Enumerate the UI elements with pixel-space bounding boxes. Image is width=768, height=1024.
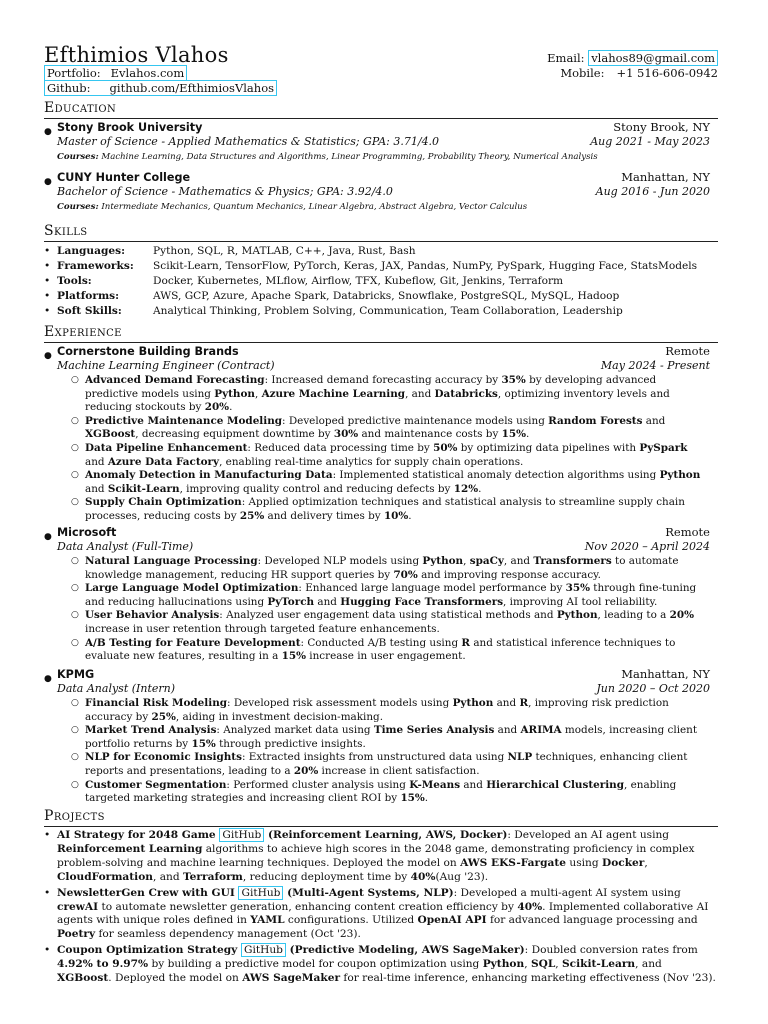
skill-value: AWS, GCP, Azure, Apache Spark, Databricks, Snowflake, PostgreSQL, MySQL, Hadoop: [153, 290, 620, 302]
text: , enabling targeted marketing strategies and increasing client ROI by: [85, 778, 677, 805]
bold-text: 15%: [501, 428, 526, 441]
courses-list: Intermediate Mechanics, Quantum Mechanics, Linear Algebra, Abstract Algebra, Vector Calculus: [101, 202, 528, 212]
bold-text: Coupon Optimization Strategy: [57, 944, 241, 957]
bold-text: Financial Risk Modeling: [85, 697, 228, 709]
bullet-item: [85, 415, 710, 442]
bold-text: CloudFormation: [57, 870, 153, 883]
bullet-item: [85, 637, 710, 664]
company-name: KPMG: [57, 668, 95, 681]
section-heading-skills: Skills: [44, 223, 718, 242]
email-line: [547, 51, 718, 66]
github-link[interactable]: GitHub: [219, 828, 264, 842]
text: , enabling real-time analytics for supply chain operations.: [219, 455, 524, 468]
text: : Enhanced large language model performance by: [298, 582, 566, 595]
bold-text: R: [519, 697, 529, 709]
bold-text: User Behavior Analysis: [85, 609, 220, 622]
skill-row: • Languages: Python, SQL, R, MATLAB, C++, Java, Rust, Bash: [44, 245, 416, 257]
bold-text: (Predictive Modeling, AWS SageMaker): [285, 944, 525, 957]
bold-text: K-Means: [409, 778, 461, 791]
mobile-line: [547, 66, 718, 81]
bold-text: spaCy: [469, 555, 504, 567]
job-dates: Jun 2020 – Oct 2020: [596, 682, 710, 695]
text: to automate knowledge management, reducing HR support queries by: [85, 555, 679, 581]
experience-items: [85, 697, 710, 806]
bullet-item: [85, 555, 710, 582]
text: and: [85, 455, 108, 468]
company-location: Remote: [665, 525, 710, 539]
bold-text: AI Strategy for 2048 Game: [57, 829, 220, 841]
bold-text: NLP: [507, 751, 533, 764]
degree: Bachelor of Science - Mathematics & Physics; GPA: 3.92/4.0: [57, 185, 393, 198]
text: increase in user engagement.: [305, 650, 466, 663]
skill-key: Languages: [57, 245, 122, 257]
email-label: Email:: [547, 51, 585, 65]
portfolio-label: Portfolio:: [47, 66, 101, 80]
bold-text: Hierarchical Clustering: [486, 778, 624, 791]
bullet-item: [85, 469, 710, 496]
text: : Increased demand forecasting accuracy by: [264, 374, 502, 386]
bold-text: R: [461, 636, 471, 649]
text: , and: [635, 958, 662, 971]
text: .: [478, 482, 482, 495]
bullet-item: [85, 779, 710, 806]
bullet-item: [85, 374, 710, 415]
bullet-icon: ●: [44, 674, 52, 684]
skill-key: Tools: [57, 275, 88, 287]
github-link[interactable]: GitHub: [241, 943, 286, 957]
bullet-icon: ●: [44, 532, 52, 542]
bold-text: 40%: [410, 870, 436, 883]
text: and: [85, 482, 108, 495]
portfolio-line: [44, 66, 277, 81]
text: . Deployed the model on: [108, 972, 243, 985]
bold-text: 70%: [393, 568, 418, 581]
bold-text: ARIMA: [520, 724, 562, 737]
text: : Reduced data processing time by: [247, 441, 434, 454]
portfolio-value: Evlahos.com: [110, 66, 185, 80]
bold-text: Anomaly Detection in Manufacturing Data: [85, 469, 333, 482]
section-heading-projects: Projects: [44, 808, 718, 827]
text: , reducing deployment time by: [242, 870, 411, 883]
text: : Developed risk assessment models using: [227, 697, 453, 709]
job-dates: Nov 2020 – April 2024: [584, 540, 710, 553]
bullet-item: [85, 751, 710, 778]
company-location: Remote: [665, 344, 710, 358]
text: algorithms to achieve high scores in the 2048 game, demonstrating proficiency in complex problem-solving and machine learning techniques. Deployed the model on: [57, 842, 695, 869]
bold-text: Azure Machine Learning: [261, 387, 406, 400]
bullet-item: [44, 829, 718, 885]
header-contact: [547, 51, 718, 80]
github-link[interactable]: GitHub: [238, 886, 283, 900]
text: and: [314, 595, 341, 608]
text: : Extracted insights from unstructured data using: [241, 751, 508, 764]
skill-value: Analytical Thinking, Problem Solving, Communication, Team Collaboration, Leadership: [153, 305, 623, 317]
bold-text: Python: [214, 387, 255, 400]
bold-text: 20%: [669, 609, 694, 622]
courses: [57, 151, 710, 163]
degree: Master of Science - Applied Mathematics & Statistics; GPA: 3.71/4.0: [57, 135, 440, 148]
text: through fine-tuning and reducing hallucinations using: [85, 582, 697, 608]
text: .: [424, 792, 429, 805]
bold-text: OpenAI API: [417, 914, 487, 927]
bullet-icon: ●: [44, 351, 52, 361]
bold-text: Natural Language Processing: [85, 555, 258, 567]
text: , improving AI tool reliability.: [503, 595, 658, 608]
bold-text: 35%: [501, 374, 526, 386]
portfolio-link[interactable]: [44, 65, 187, 81]
section-heading-experience: Experience: [44, 324, 718, 343]
company-location: Manhattan, NY: [621, 667, 710, 681]
text: : Analyzed market data using: [216, 724, 374, 737]
bold-text: Python: [422, 555, 464, 567]
bullet-item: [44, 887, 718, 943]
text: ,: [555, 958, 563, 971]
text: models, increasing client portfolio returns by: [85, 724, 698, 750]
bullet-item: [85, 609, 710, 636]
bold-text: Python: [452, 697, 494, 709]
school-location: Manhattan, NY: [621, 170, 710, 184]
bold-text: XGBoost: [57, 972, 109, 985]
text: .: [408, 509, 412, 522]
text: to automate newsletter generation, enhancing content creation efficiency by: [98, 900, 518, 913]
text: : Doubled conversion rates from: [524, 944, 698, 957]
text: : Implemented statistical anomaly detection algorithms using: [332, 469, 660, 482]
bold-text: YAML: [250, 914, 285, 927]
bold-text: Docker: [602, 856, 645, 869]
bold-text: Poetry: [57, 928, 96, 941]
text: and: [642, 414, 666, 427]
github-line: [44, 81, 277, 96]
bold-text: NewsletterGen Crew with GUI: [57, 886, 239, 899]
text: , aiding in investment decision-making.: [175, 710, 384, 723]
bold-text: Market Trend Analysis: [85, 724, 217, 737]
text: ,: [524, 958, 531, 971]
text: through predictive insights.: [215, 737, 366, 750]
job-role: Data Analyst (Full-Time): [57, 540, 194, 553]
bold-text: 40%: [517, 900, 543, 913]
text: , improving quality control and reducing defects by: [179, 482, 454, 495]
bullet-item: [85, 582, 710, 609]
bold-text: PySpark: [639, 441, 688, 454]
skill-row: • Platforms: AWS, GCP, Azure, Apache Spark, Databricks, Snowflake, PostgreSQL, MySQL, Hadoop: [44, 290, 620, 302]
text: by building a predictive model for coupon optimization using: [148, 958, 483, 971]
experience-items: [85, 555, 710, 664]
experience-entry: [44, 526, 710, 664]
bold-text: PyTorch: [267, 595, 315, 608]
courses-list: Machine Learning, Data Structures and Algorithms, Linear Programming, Probability Theory, Numerical Analysis: [101, 152, 598, 162]
bold-text: Scikit-Learn: [107, 482, 180, 495]
bold-text: 15%: [191, 737, 216, 750]
bold-text: Terraform: [183, 870, 243, 883]
bullet-item: [85, 724, 710, 751]
text: and improving response accuracy.: [417, 568, 601, 581]
bold-text: 12%: [453, 482, 479, 495]
github-label: Github:: [47, 80, 91, 95]
text: for real-time inference, enhancing marketing effectiveness (Nov '23).: [340, 972, 716, 985]
bullet-icon: ●: [44, 127, 52, 137]
text: ,: [254, 387, 262, 400]
bold-text: Predictive Maintenance Modeling: [85, 414, 283, 427]
bullet-item: [85, 697, 710, 724]
bold-text: Databricks: [434, 387, 498, 400]
bold-text: Supply Chain Optimization: [85, 496, 242, 509]
job-role: Data Analyst (Intern): [57, 682, 176, 695]
bold-text: Python: [482, 958, 525, 971]
bold-text: AWS EKS-Fargate: [460, 856, 567, 869]
text: : Developed an AI agent using: [507, 829, 670, 841]
text: : Applied optimization techniques and statistical analysis to streamline supply chain processes, reducing costs by: [85, 496, 685, 522]
bold-text: Azure Data Factory: [107, 455, 220, 468]
bold-text: Time Series Analysis: [373, 724, 495, 737]
text: : Conducted A/B testing using: [300, 636, 462, 649]
bold-text: Hugging Face Transformers: [340, 595, 504, 608]
text: , decreasing equipment downtime by: [135, 428, 334, 441]
bold-text: crewAI: [57, 900, 99, 913]
text: and delivery times by: [264, 509, 384, 522]
skill-key: Frameworks: [57, 260, 130, 272]
bold-text: 25%: [239, 509, 265, 522]
bold-text: NLP for Economic Insights: [85, 751, 242, 764]
bullet-icon: ●: [44, 177, 52, 187]
bold-text: 20%: [293, 764, 319, 777]
bold-text: Python: [659, 469, 701, 482]
text: : Developed NLP models using: [257, 555, 423, 567]
bold-text: Data Pipeline Enhancement: [85, 441, 248, 454]
bold-text: SQL: [530, 958, 556, 971]
skill-value: Docker, Kubernetes, MLflow, Airflow, TFX, Kubeflow, Git, Jenkins, Terraform: [153, 275, 564, 287]
education-entry: [44, 121, 710, 163]
text: , optimizing inventory levels and reducing stockouts by: [85, 387, 670, 414]
text: using: [566, 856, 603, 869]
bold-text: Reinforcement Learning: [57, 842, 203, 855]
bold-text: 4.92% to 9.97%: [57, 958, 149, 971]
text: by developing advanced predictive models using: [85, 374, 657, 400]
bold-text: Large Language Model Optimization: [85, 582, 299, 595]
company-name: Microsoft: [57, 526, 117, 539]
bullet-item: [85, 442, 710, 469]
experience-entry: [44, 668, 710, 806]
skill-row: • Frameworks: Scikit-Learn, TensorFlow, PyTorch, Keras, JAX, Pandas, NumPy, PySpark, Hugging Face, StatsModels: [44, 260, 698, 272]
bold-text: 30%: [333, 428, 359, 441]
bold-text: Python: [556, 609, 598, 622]
text: , leading to a: [597, 609, 670, 622]
section-heading-education: Education: [44, 100, 718, 119]
skill-row: • Tools: Docker, Kubernetes, MLflow, Airflow, TFX, Kubeflow, Git, Jenkins, Terraform: [44, 275, 564, 287]
text: increase in user retention through targeted feature enhancements.: [85, 622, 440, 635]
bold-text: 25%: [151, 710, 176, 723]
bold-text: A/B Testing for Feature Development: [85, 636, 301, 649]
courses: [57, 201, 710, 213]
job-dates: May 2024 - Present: [600, 359, 710, 372]
education-dates: Aug 2021 - May 2023: [590, 135, 710, 148]
github-value: github.com/EfthimiosVlahos: [109, 80, 275, 95]
bullet-item: [44, 944, 718, 986]
text: .: [229, 401, 233, 414]
skill-key: Platforms: [57, 290, 116, 302]
text: : Performed cluster analysis using: [226, 778, 410, 791]
text: . Implemented collaborative AI agents with unique roles defined in: [57, 900, 709, 927]
bold-text: 15%: [400, 792, 425, 805]
text: : Developed a multi-agent AI system using: [453, 886, 681, 899]
skills-list: [44, 244, 718, 319]
skill-key: Soft Skills: [57, 305, 118, 317]
text: for seamless dependency management (Oct '23).: [95, 928, 361, 941]
text: , and: [152, 870, 184, 883]
text: : Developed predictive maintenance models using: [282, 414, 549, 427]
mobile-value: +1 516-606-0942: [616, 65, 718, 80]
bold-text: 50%: [433, 441, 458, 454]
bold-text: 10%: [383, 509, 409, 522]
school-location: Stony Brook, NY: [613, 120, 710, 134]
mobile-label: Mobile:: [560, 65, 605, 80]
experience-entry: [44, 345, 710, 524]
text: , and: [405, 387, 435, 400]
text: ,: [463, 555, 470, 567]
bold-text: (Multi-Agent Systems, NLP): [283, 886, 454, 899]
text: techniques, enhancing client reports and presentations, leading to a: [85, 751, 688, 777]
courses-label: Courses:: [57, 152, 99, 162]
bold-text: (Reinforcement Learning, AWS, Docker): [264, 829, 508, 841]
courses-label: Courses:: [57, 202, 99, 212]
bold-text: Random Forests: [548, 414, 643, 427]
education-dates: Aug 2016 - Jun 2020: [595, 185, 710, 198]
github-link[interactable]: [44, 80, 277, 96]
bold-text: 20%: [204, 401, 230, 414]
bullet-item: [85, 496, 710, 523]
text: .: [525, 428, 530, 441]
text: (Aug '23).: [435, 870, 489, 883]
skill-row: • Soft Skills: Analytical Thinking, Problem Solving, Communication, Team Collaboration, Leadership: [44, 305, 623, 317]
bold-text: 35%: [565, 582, 590, 595]
text: configurations. Utilized: [284, 914, 418, 927]
experience-items: [85, 374, 710, 524]
text: for advanced language processing and: [486, 914, 698, 927]
education-entry: [44, 171, 710, 213]
text: , and: [503, 555, 534, 567]
text: and: [494, 724, 521, 737]
bold-text: Transformers: [533, 555, 612, 567]
bold-text: Scikit-Learn: [562, 958, 636, 971]
skill-value: Scikit-Learn, TensorFlow, PyTorch, Keras, JAX, Pandas, NumPy, PySpark, Hugging Face, StatsModels: [153, 260, 698, 272]
bold-text: Advanced Demand Forecasting: [85, 374, 265, 386]
text: and: [493, 697, 520, 709]
text: and statistical inference techniques to evaluate new features, resulting in a: [85, 636, 676, 663]
bold-text: AWS SageMaker: [242, 972, 341, 985]
company-name: Cornerstone Building Brands: [57, 345, 239, 358]
text: increase in client satisfaction.: [318, 764, 480, 777]
text: and: [460, 778, 487, 791]
bold-text: Customer Segmentation: [85, 778, 227, 791]
text: : Analyzed user engagement data using statistical methods and: [219, 609, 557, 622]
school-name: Stony Brook University: [57, 121, 203, 134]
job-role: Machine Learning Engineer (Contract): [57, 359, 275, 372]
projects-list: [44, 829, 718, 988]
text: ,: [644, 856, 648, 869]
resume-name: Efthimios Vlahos: [44, 43, 229, 67]
header-left-links: [44, 66, 277, 95]
email-link[interactable]: vlahos89@gmail.com: [588, 50, 718, 66]
bold-text: 15%: [281, 650, 306, 663]
bold-text: XGBoost: [85, 428, 136, 441]
text: and maintenance costs by: [358, 428, 502, 441]
text: by optimizing data pipelines with: [457, 441, 640, 454]
text: , improving risk prediction accuracy by: [85, 697, 669, 723]
school-name: CUNY Hunter College: [57, 171, 191, 184]
skill-value: Python, SQL, R, MATLAB, C++, Java, Rust, Bash: [153, 245, 416, 257]
